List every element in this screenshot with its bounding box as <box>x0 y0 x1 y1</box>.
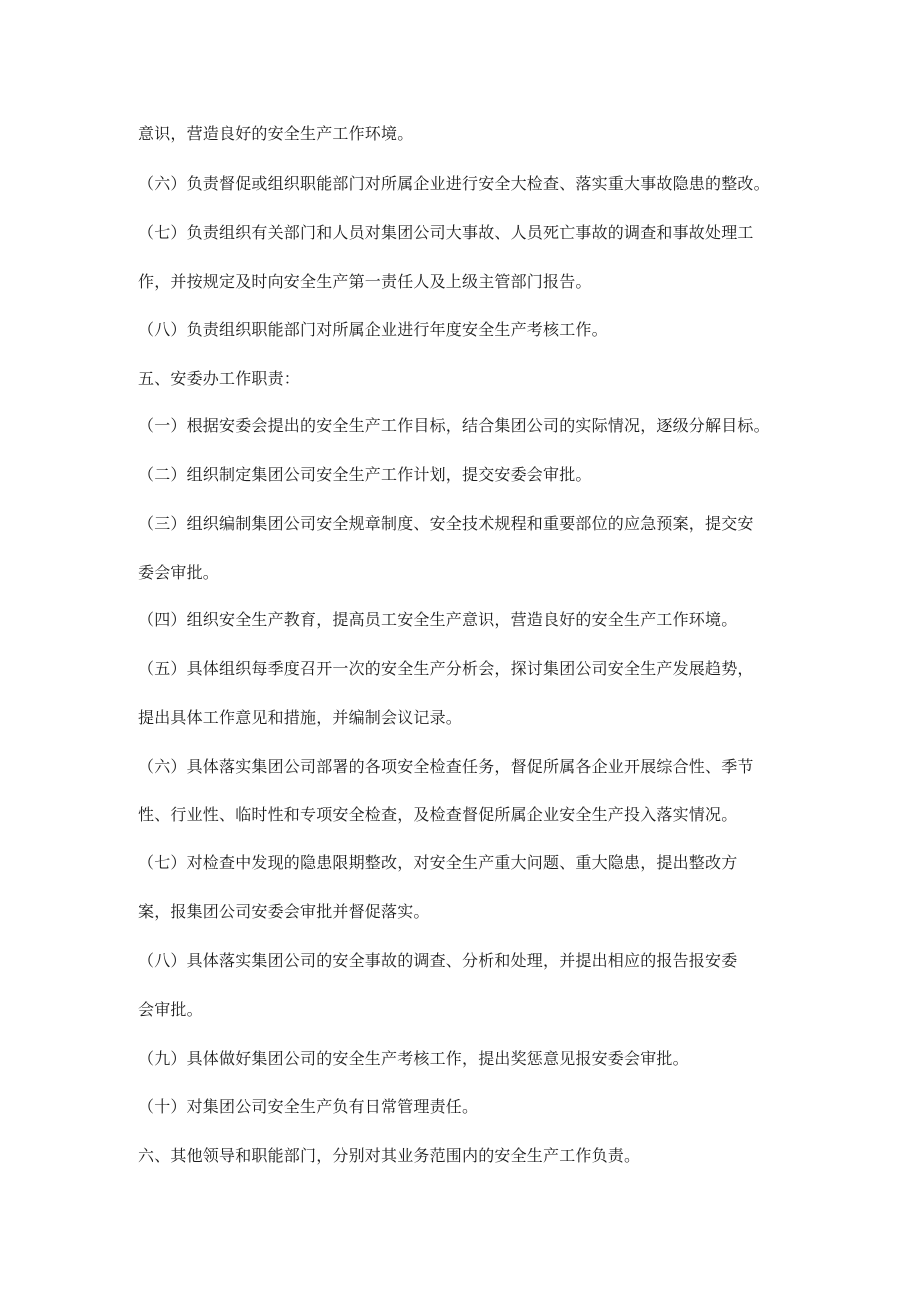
text-line: （三）组织编制集团公司安全规章制度、安全技术规程和重要部位的应急预案，提交安 <box>138 514 754 533</box>
text-line: 作，并按规定及时向安全生产第一责任人及上级主管部门报告。 <box>138 272 592 291</box>
section-heading: 五、安委办工作职责： <box>138 369 301 388</box>
text-line: （七）负责组织有关部门和人员对集团公司大事故、人员死亡事故的调查和事故处理工 <box>138 223 754 242</box>
text-line: （六）具体落实集团公司部署的各项安全检查任务，督促所属各企业开展综合性、季节 <box>138 757 754 776</box>
text-line: 案，报集团公司安委会审批并督促落实。 <box>138 902 430 921</box>
text-line: 委会审批。 <box>138 563 220 582</box>
text-line: （八）负责组织职能部门对所属企业进行年度安全生产考核工作。 <box>138 320 608 339</box>
text-line: （八）具体落实集团公司的安全事故的调查、分析和处理，并提出相应的报告报安委 <box>138 951 738 970</box>
text-line: （九）具体做好集团公司的安全生产考核工作，提出奖惩意见报安委会审批。 <box>138 1049 689 1068</box>
text-line: （五）具体组织每季度召开一次的安全生产分析会，探讨集团公司安全生产发展趋势， <box>138 659 754 678</box>
text-line: 提出具体工作意见和措施，并编制会议记录。 <box>138 708 463 727</box>
text-line: 性、行业性、临时性和专项安全检查，及检查督促所属企业安全生产投入落实情况。 <box>138 805 738 824</box>
text-line: （一）根据安委会提出的安全生产工作目标，结合集团公司的实际情况，逐级分解目标。 <box>138 416 770 435</box>
text-line: （二）组织制定集团公司安全生产工作计划，提交安委会审批。 <box>138 465 592 484</box>
section-heading: 六、其他领导和职能部门，分别对其业务范围内的安全生产工作负责。 <box>138 1146 641 1165</box>
text-line: （六）负责督促或组织职能部门对所属企业进行安全大检查、落实重大事故隐患的整改。 <box>138 174 770 193</box>
text-line: （十）对集团公司安全生产负有日常管理责任。 <box>138 1097 479 1116</box>
text-line: 意识，营造良好的安全生产工作环境。 <box>138 124 414 143</box>
text-line: （四）组织安全生产教育，提高员工安全生产意识，营造良好的安全生产工作环境。 <box>138 610 738 629</box>
text-line: （七）对检查中发现的隐患限期整改，对安全生产重大问题、重大隐患，提出整改方 <box>138 853 738 872</box>
text-line: 会审批。 <box>138 1000 203 1019</box>
